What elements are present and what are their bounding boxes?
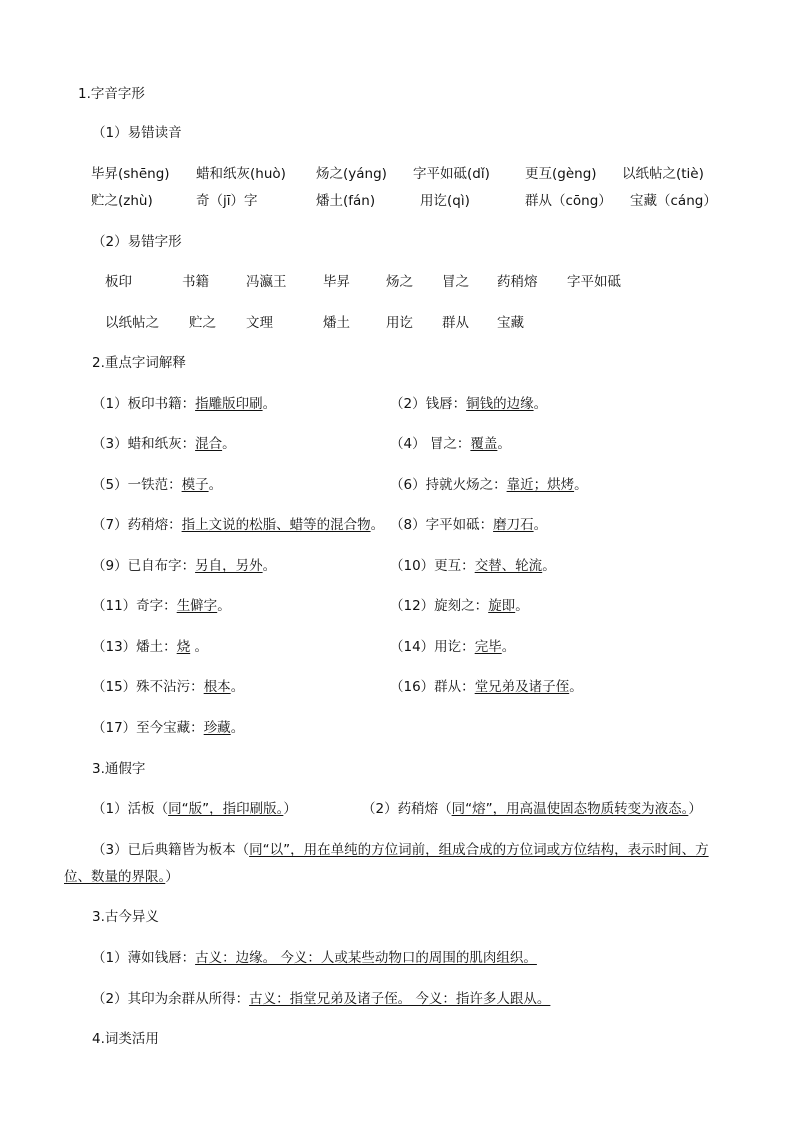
tongjia-def: 位、数量的界限。 (64, 869, 166, 885)
definition-text: 指雕版印刷 (195, 396, 263, 412)
shape-item: 药稍熔 (497, 274, 538, 290)
definition-text: 根本 (203, 679, 231, 695)
definition-text: 生僻字 (176, 598, 218, 614)
definition-item: （2）钱唇：铜钱的边缘。 (390, 396, 548, 412)
shape-item: 毕昇 (323, 274, 350, 290)
definition-text: 混合 (195, 436, 223, 452)
shape-item: 炀之 (386, 274, 413, 290)
reading-item: 燔土(fán) (316, 193, 376, 209)
definition-text: 指上文说的松脂、蜡等的混合物 (181, 517, 371, 533)
definition-item: （6）持就火炀之：靠近；烘烤。 (390, 477, 588, 493)
shape-item: 用讫 (386, 315, 413, 331)
tongjia-def: 同“版”，指印刷版。 (168, 801, 284, 817)
definition-item: （1）板印书籍：指雕版印刷。 (92, 396, 277, 412)
shape-item: 贮之 (189, 315, 216, 331)
reading-item: 更互(gèng) (525, 166, 597, 182)
tongjia-item-cont: 位、数量的界限。） (64, 869, 179, 885)
definition-text: 模子 (181, 477, 209, 493)
subsection-title: （2）易错字形 (92, 234, 182, 250)
section-title-2: 2.重点字词解释 (92, 355, 186, 371)
reading-item: 贮之(zhù) (91, 193, 153, 209)
reading-item: 用讫(qì) (420, 193, 470, 209)
definition-item: （15）殊不沾污：根本。 (92, 679, 245, 695)
reading-item: 炀之(yáng) (316, 166, 387, 182)
shape-item: 冯瀛王 (246, 274, 287, 290)
tongjia-item: （1）活板（同“版”，指印刷版。） (92, 801, 297, 817)
definition-item: （13）燔土：烧 。 (92, 639, 208, 655)
definition-text: 靠近；烘烤 (506, 477, 575, 493)
reading-item: 奇（jī）字 (196, 193, 258, 209)
shape-item: 冒之 (442, 274, 469, 290)
definition-text: 珍藏 (203, 720, 231, 736)
definition-text: 覆盖 (470, 436, 498, 452)
reading-item: 群从（cōng） (525, 193, 612, 209)
subsection-title: （1）易错读音 (92, 125, 182, 141)
tongjia-item: （2）药稍熔（同“熔”，用高温使固态物质转变为液态。） (362, 801, 702, 817)
reading-item: 以纸帖之(tiè) (622, 166, 704, 182)
yiyi-def: 古义：指堂兄弟及诸子侄。 今义：指许多人跟从。 (249, 991, 551, 1007)
shape-item: 字平如砥 (567, 274, 621, 290)
definition-text: 另自，另外 (195, 558, 263, 574)
section-title-5: 4.词类活用 (92, 1031, 159, 1047)
definition-text: 完毕 (474, 639, 502, 655)
definition-text: 交替、轮流 (474, 558, 543, 574)
shape-item: 书籍 (182, 274, 209, 290)
section-title-1: 1.字音字形 (78, 86, 145, 102)
definition-text: 旋即 (488, 598, 516, 614)
definition-item: （7）药稍熔：指上文说的松脂、蜡等的混合物。 (92, 517, 385, 533)
reading-item: 字平如砥(dǐ) (413, 166, 490, 182)
definition-item: （5）一铁范：模子。 (92, 477, 223, 493)
yiyi-item: （2）其印为余群从所得：古义：指堂兄弟及诸子侄。 今义：指许多人跟从。 (92, 991, 551, 1007)
shape-item: 文理 (246, 315, 273, 331)
yiyi-item: （1）薄如钱唇：古义：边缘。 今义：人或某些动物口的周围的肌肉组织。 (92, 950, 537, 966)
definition-item: （3）蜡和纸灰：混合。 (92, 436, 236, 452)
definition-text: 堂兄弟及诸子侄 (474, 679, 570, 695)
definition-item: （16）群从：堂兄弟及诸子侄。 (390, 679, 583, 695)
definition-item: （8）字平如砥：磨刀石。 (390, 517, 548, 533)
definition-item: （17）至今宝藏：珍藏。 (92, 720, 245, 736)
reading-item: 毕昇(shēng) (91, 166, 170, 182)
shape-item: 宝藏 (497, 315, 524, 331)
shape-item: 群从 (442, 315, 469, 331)
shape-item: 燔土 (323, 315, 350, 331)
tongjia-def: 同“以”，用在单纯的方位词前，组成合成的方位词或方位结构，表示时间、方 (249, 842, 709, 858)
reading-item: 宝藏（cáng） (630, 193, 717, 209)
definition-item: （4） 冒之：覆盖。 (390, 436, 511, 452)
definition-item: （10）更互：交替、轮流。 (390, 558, 556, 574)
shape-item: 以纸帖之 (105, 315, 159, 331)
section-title-4: 3.古今异义 (92, 909, 159, 925)
definition-text: 磨刀石 (493, 517, 534, 533)
reading-item: 蜡和纸灰(huò) (196, 166, 286, 182)
definition-item: （11）奇字：生僻字。 (92, 598, 231, 614)
section-title-3: 3.通假字 (92, 761, 146, 777)
definition-item: （14）用讫：完毕。 (390, 639, 516, 655)
definition-item: （12）旋刻之：旋即。 (390, 598, 529, 614)
tongjia-def: 同“熔”，用高温使固态物质转变为液态。 (451, 801, 689, 817)
definition-text: 铜钱的边缘 (466, 396, 534, 412)
yiyi-def: 古义：边缘。 今义：人或某些动物口的周围的肌肉组织。 (195, 950, 537, 966)
definition-item: （9）已自布字：另自，另外。 (92, 558, 277, 574)
tongjia-item: （3）已后典籍皆为板本（同“以”，用在单纯的方位词前，组成合成的方位词或方位结构，表示时间、方 (92, 842, 709, 858)
definition-text: 烧 (176, 639, 191, 655)
shape-item: 板印 (105, 274, 132, 290)
